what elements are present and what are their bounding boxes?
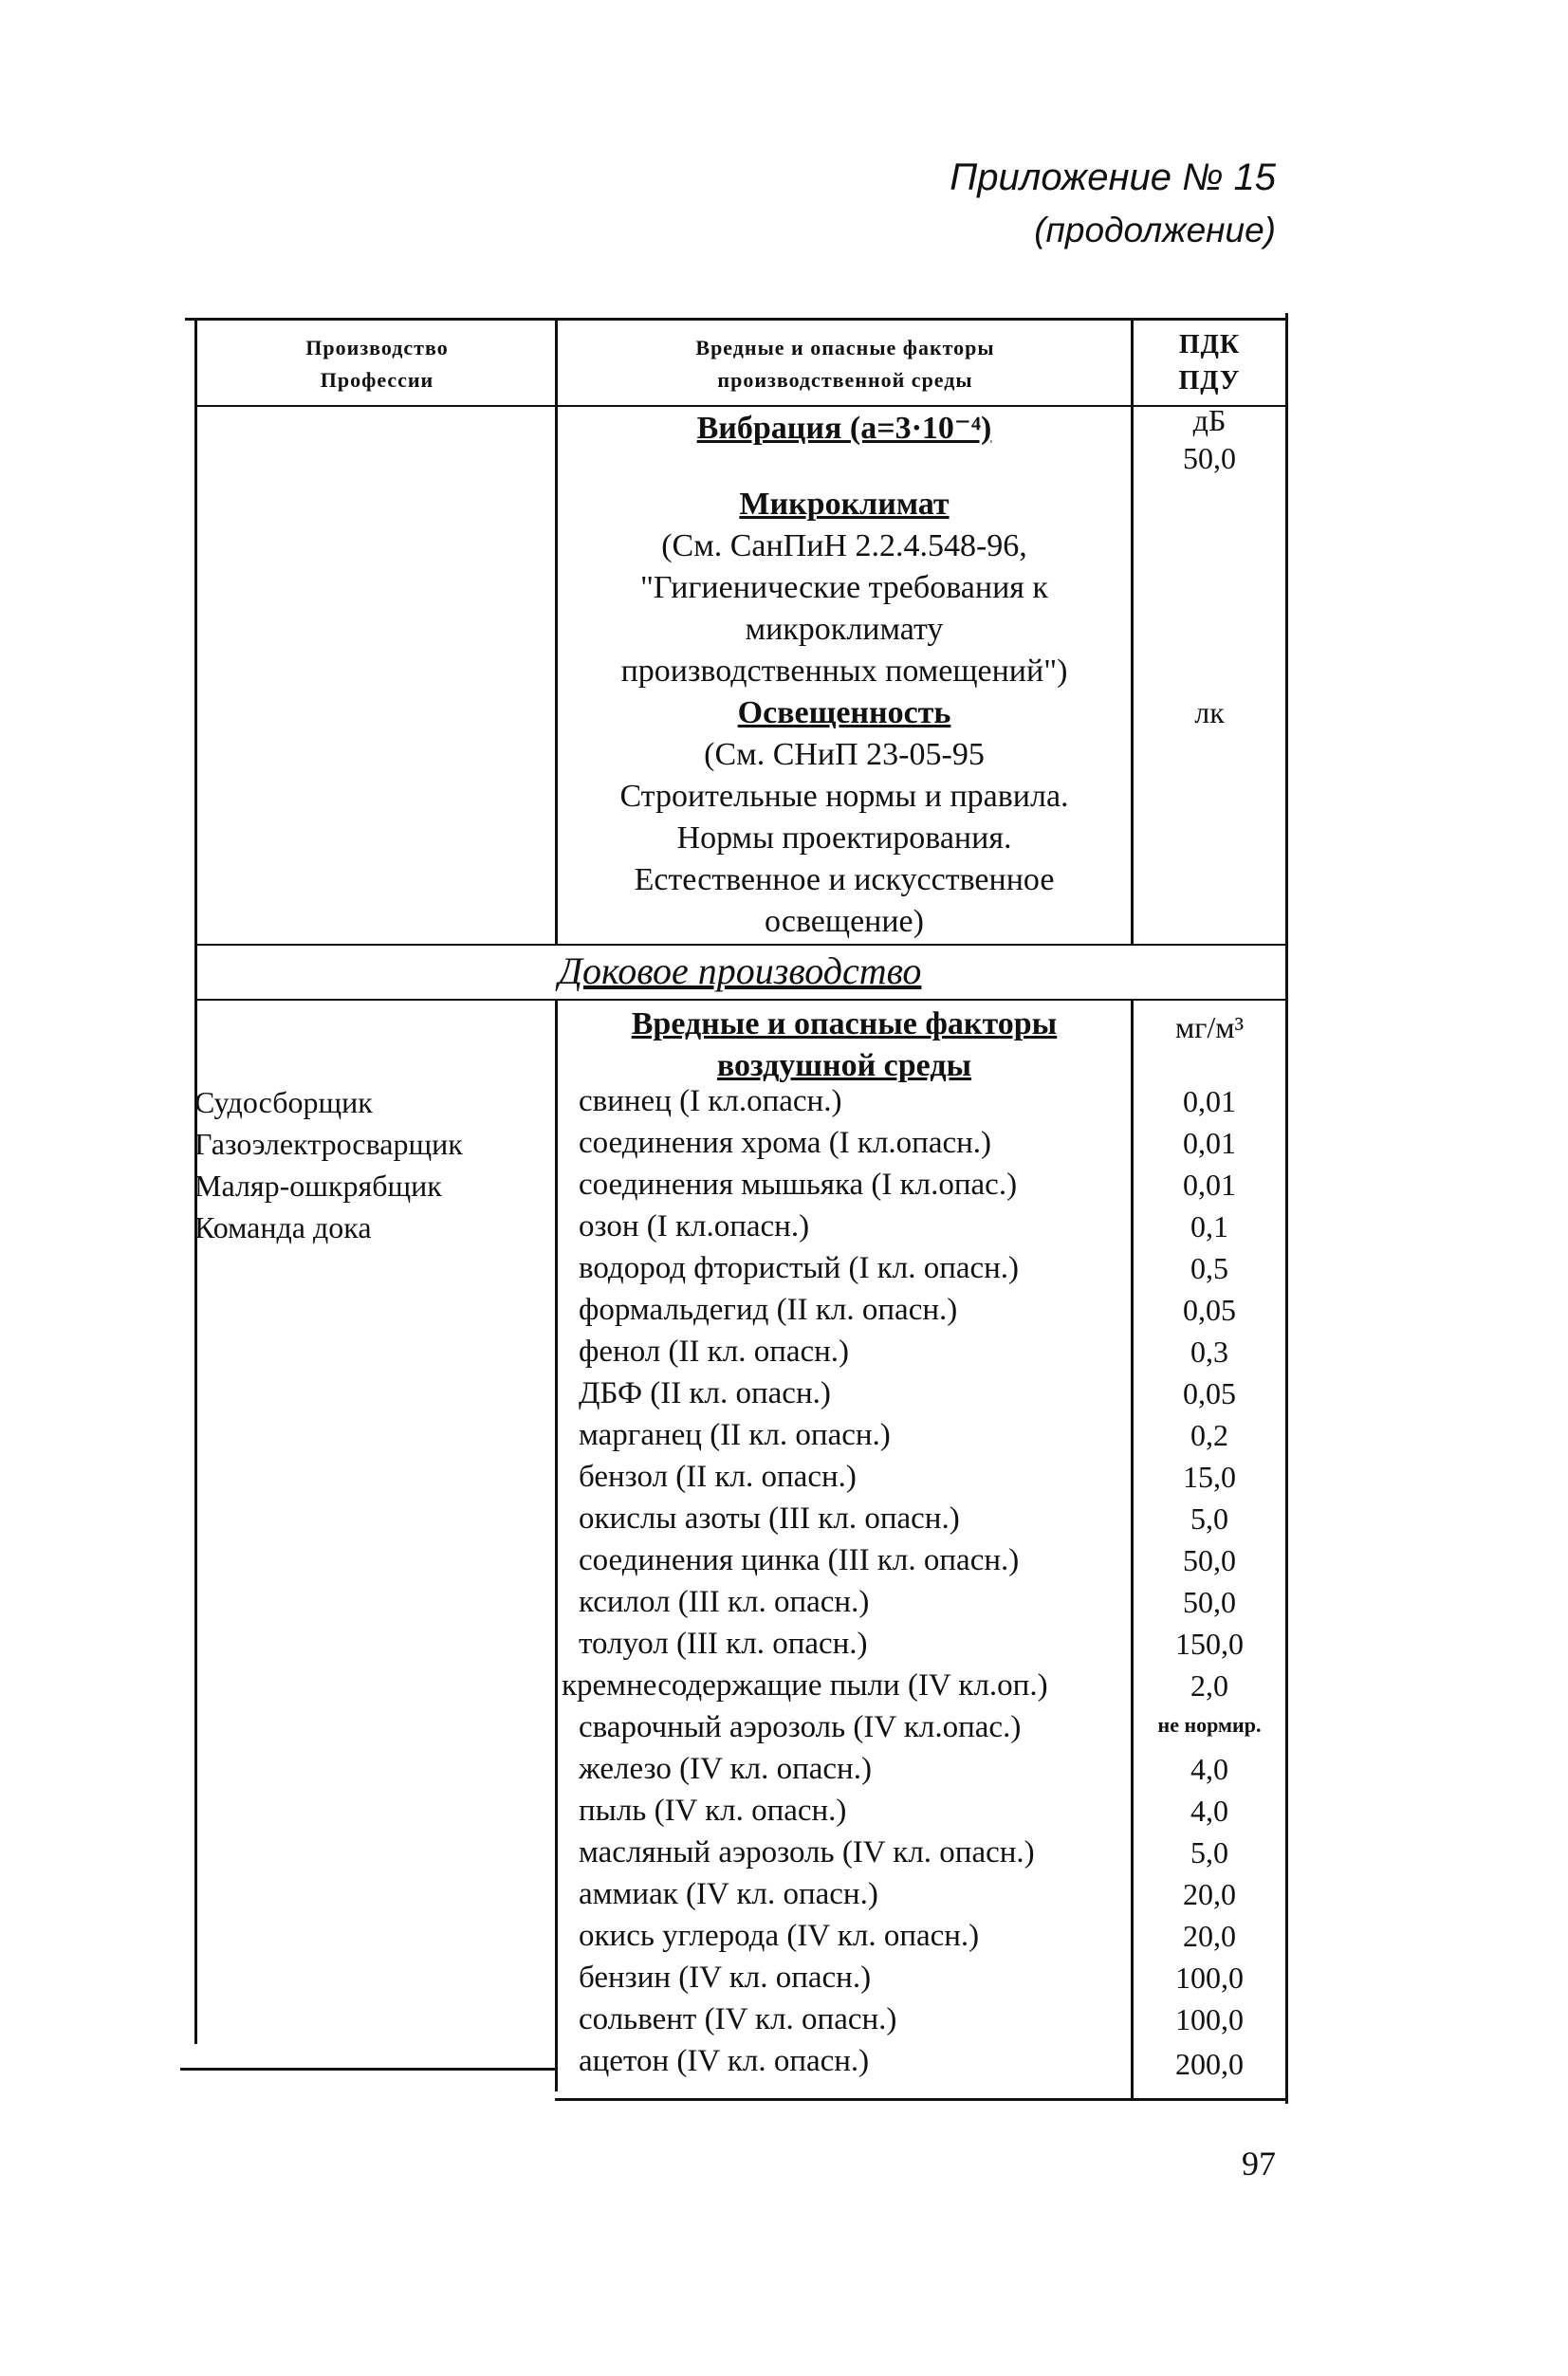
factor-value: 50,0 [1183,1585,1236,1619]
air-factors-heading: Вредные и опасные факторы воздушной среды [631,1006,1058,1083]
table-bottom-border-right [555,2098,1288,2101]
profession-3: Маляр-ошкрябщик [194,1169,442,1203]
factor-value: не нормир. [1157,1713,1262,1737]
factor-value: 100,0 [1175,2002,1244,2036]
profession-2: Газоэлектросварщик [194,1127,463,1161]
factor-item: сольвент (IV кл. опасн.) [579,2002,897,2036]
factor-item: пыль (IV кл. опасн.) [579,1794,847,1828]
microclimate-block: Микроклимат (См. СанПиН 2.2.4.548-96, "Гигиенические требования к микроклимату производственных помещений") [620,487,1068,689]
factor-item: свинец (I кл.опасн.) [579,1084,842,1118]
table-top-border [185,318,1288,321]
factor-item: бензол (II кл. опасн.) [579,1460,857,1494]
factor-value: 20,0 [1183,1877,1236,1911]
factor-item: масляный аэрозоль (IV кл. опасн.) [579,1835,1035,1869]
factor-item: соединения мышьяка (I кл.опас.) [579,1168,1018,1202]
factor-value: 200,0 [1175,2047,1244,2081]
factor-value: 0,5 [1190,1251,1228,1285]
vibration-unit: дБ [1192,403,1227,437]
table-right-border [1285,313,1288,2104]
factor-value: 15,0 [1183,1460,1236,1494]
factor-item: ДБФ (II кл. опасн.) [579,1376,831,1410]
factor-item: аммиак (IV кл. опасн.) [579,1877,878,1911]
factor-item: формальдегид (II кл. опасн.) [579,1293,958,1327]
factor-item: окислы азоты (III кл. опасн.) [579,1501,960,1536]
factor-item: марганец (II кл. опасн.) [579,1418,891,1452]
vibration-heading: Вибрация (а=3·10⁻⁴) [696,411,992,446]
factor-item: ацетон (IV кл. опасн.) [579,2044,870,2078]
factor-value: 5,0 [1190,1835,1228,1869]
factor-item: фенол (II кл. опасн.) [579,1335,850,1369]
vibration-value: 50,0 [1183,441,1236,475]
lighting-block: Освещенность (См. СНиП 23-05-95 Строительные нормы и правила. Нормы проектирования. Естественное и искусственное освещение) [619,695,1069,939]
factor-value: 100,0 [1175,1961,1244,1995]
appendix-title: Приложение № 15 [950,157,1276,198]
factor-value: 0,2 [1190,1418,1228,1452]
profession-4: Команда дока [194,1210,372,1244]
col-divider-1 [555,318,558,944]
factor-item: водород фтористый (I кл. опасн.) [579,1251,1020,1285]
col-header-limits: ПДК ПДУ [1178,330,1241,396]
factor-value: 4,0 [1190,1752,1228,1786]
factor-value: 0,1 [1190,1209,1228,1243]
factor-value: 150,0 [1175,1627,1244,1661]
factor-value: 0,01 [1183,1084,1236,1118]
section-bottom-border [194,999,1288,1001]
col-divider-1b [555,1001,558,2091]
lighting-unit: лк [1194,695,1225,729]
factor-value: 0,3 [1190,1335,1228,1369]
factor-value: 0,05 [1183,1293,1236,1327]
table-bottom-border-left [180,2068,558,2071]
factor-item: окись углерода (IV кл. опасн.) [579,1919,980,1953]
col-header-production: Производство Профессии [305,336,449,392]
appendix-subtitle: (продолжение) [1034,211,1276,249]
factor-value: 2,0 [1190,1668,1228,1703]
factor-item: кремнесодержащие пыли (IV кл.оп.) [562,1668,1048,1703]
factor-item: озон (I кл.опасн.) [579,1209,810,1243]
factor-value: 0,01 [1183,1126,1236,1160]
section-top-border [194,944,1288,946]
factor-item: толуол (III кл. опасн.) [579,1627,868,1661]
factor-value: 5,0 [1190,1501,1228,1536]
factor-item: сварочный аэрозоль (IV кл.опас.) [579,1710,1022,1744]
factor-value: 0,01 [1183,1168,1236,1202]
factor-value: 20,0 [1183,1919,1236,1953]
profession-1: Судосборщик [194,1085,373,1119]
factor-value: 50,0 [1183,1543,1236,1577]
col-header-factors: Вредные и опасные факторы производственной среды [695,336,995,392]
factor-item: соединения цинка (III кл. опасн.) [579,1543,1020,1577]
air-unit: мг/м³ [1174,1010,1245,1044]
factor-item: железо (IV кл. опасн.) [579,1752,872,1786]
factor-item: соединения хрома (I кл.опасн.) [579,1126,992,1160]
section-title-dock-production: Доковое производство [558,949,922,992]
header-bottom-border [194,405,1288,407]
factor-value: 0,05 [1183,1376,1236,1410]
page-number: 97 [1242,2145,1276,2183]
factor-item: ксилол (III кл. опасн.) [579,1585,870,1619]
factor-value: 4,0 [1190,1794,1228,1828]
factor-item: бензин (IV кл. опасн.) [579,1961,872,1995]
